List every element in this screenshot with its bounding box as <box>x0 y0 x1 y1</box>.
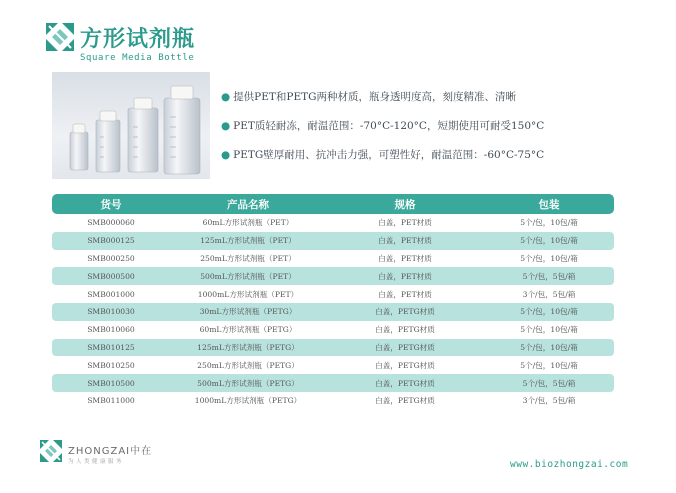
table-row <box>52 214 614 232</box>
table-row <box>52 232 614 250</box>
cell-product-name: 125mL方形试剂瓶（PETG） <box>170 339 326 357</box>
cell-sku: SMB011000 <box>87 396 135 406</box>
feature-text: PET质轻耐冻，耐温范围：-70°C-120°C，短期使用可耐受150°C <box>233 120 545 132</box>
product-photo <box>52 72 210 179</box>
cell-spec: 白盖，PETG材质 <box>326 303 484 321</box>
cell-product-name: 500mL方形试剂瓶（PET） <box>170 267 326 285</box>
column-header-sku: 货号 <box>52 194 170 214</box>
table-row <box>52 250 614 268</box>
page-subtitle: Square Media Bottle <box>80 53 195 63</box>
feature-item <box>221 90 661 119</box>
cell-spec: 白盖，PET材质 <box>326 232 484 250</box>
cell-spec: 白盖，PETG材质 <box>375 360 435 370</box>
cell-packaging: 5个/包，10包/箱 <box>484 232 614 250</box>
table-header-row <box>52 194 614 214</box>
cell-packaging: 5个/包，10包/箱 <box>520 253 578 263</box>
feature-text: PETG壁厚耐用、抗冲击力强，可塑性好，耐温范围：-60°C-75°C <box>233 149 545 161</box>
cell-sku: SMB000500 <box>52 267 170 285</box>
cell-packaging: 5个/包，10包/箱 <box>484 303 614 321</box>
cell-spec: 白盖，PETG材质 <box>326 339 484 357</box>
cell-product-name: 60mL方形试剂瓶（PET） <box>202 218 294 228</box>
table-row <box>52 285 614 303</box>
bullet-icon: ● <box>221 91 231 103</box>
cell-product-name: 1000mL方形试剂瓶（PETG） <box>194 396 302 406</box>
table-row <box>52 321 614 339</box>
cell-packaging: 5个/包，10包/箱 <box>520 218 578 228</box>
feature-text: 提供PET和PETG两种材质，瓶身透明度高，刻度精准、清晰 <box>233 91 517 103</box>
cell-sku: SMB010060 <box>87 325 135 335</box>
cell-spec: 白盖，PET材质 <box>378 253 432 263</box>
cell-sku: SMB001000 <box>87 289 135 299</box>
cell-packaging: 5个/包，10包/箱 <box>520 360 578 370</box>
cell-product-name: 1000mL方形试剂瓶（PET） <box>197 289 299 299</box>
cell-sku: SMB010030 <box>52 303 170 321</box>
brand-slogan: 为人类健康服务 <box>68 459 125 465</box>
cell-sku: SMB000250 <box>87 253 135 263</box>
brand-name <box>68 442 152 457</box>
column-header-packaging: 包装 <box>484 194 614 214</box>
bullet-icon: ● <box>221 120 231 132</box>
cell-spec: 白盖，PETG材质 <box>375 396 435 406</box>
cell-packaging: 5个/包，5包/箱 <box>484 267 614 285</box>
cell-product-name: 250mL方形试剂瓶（PETG） <box>197 360 299 370</box>
bottles-illustration <box>52 72 210 179</box>
bullet-icon: ● <box>221 149 231 161</box>
feature-list <box>221 90 661 177</box>
column-header-spec: 规格 <box>326 194 484 214</box>
table-row <box>52 392 614 410</box>
website-link[interactable]: www.biozhongzai.com <box>510 459 629 470</box>
feature-item <box>221 148 661 177</box>
brand-cn: 中在 <box>130 446 153 457</box>
brand-latin: ZHONGZAI <box>68 446 131 457</box>
table-row <box>52 356 614 374</box>
cell-product-name: 60mL方形试剂瓶（PETG） <box>199 325 297 335</box>
cell-product-name: 250mL方形试剂瓶（PET） <box>200 253 296 263</box>
table-row <box>52 303 614 321</box>
cell-sku: SMB000125 <box>52 232 170 250</box>
cell-sku: SMB010250 <box>87 360 135 370</box>
cell-packaging: 5个/包，10包/箱 <box>484 339 614 357</box>
feature-item <box>221 119 661 148</box>
cell-product-name: 30mL方形试剂瓶（PETG） <box>170 303 326 321</box>
table-row <box>52 374 614 392</box>
cell-packaging: 3个/包，5包/箱 <box>522 396 576 406</box>
cell-packaging: 5个/包，5包/箱 <box>484 374 614 392</box>
cell-spec: 白盖，PET材质 <box>326 267 484 285</box>
cell-spec: 白盖，PET材质 <box>378 218 432 228</box>
cell-spec: 白盖，PET材质 <box>378 289 432 299</box>
column-header-product-name: 产品名称 <box>170 194 326 214</box>
page-title: 方形试剂瓶 <box>80 27 196 52</box>
cell-spec: 白盖，PETG材质 <box>326 374 484 392</box>
cell-product-name: 500mL方形试剂瓶（PETG） <box>170 374 326 392</box>
cell-sku: SMB010125 <box>52 339 170 357</box>
table-row <box>52 267 614 285</box>
cell-product-name: 125mL方形试剂瓶（PET） <box>170 232 326 250</box>
company-logo-icon <box>40 440 62 462</box>
cell-sku: SMB000060 <box>87 218 135 228</box>
brand-logo-icon <box>46 23 74 51</box>
cell-spec: 白盖，PETG材质 <box>375 325 435 335</box>
spec-table <box>52 194 614 410</box>
cell-packaging: 3个/包，5包/箱 <box>522 289 576 299</box>
table-row <box>52 339 614 357</box>
cell-packaging: 5个/包，10包/箱 <box>520 325 578 335</box>
cell-sku: SMB010500 <box>52 374 170 392</box>
